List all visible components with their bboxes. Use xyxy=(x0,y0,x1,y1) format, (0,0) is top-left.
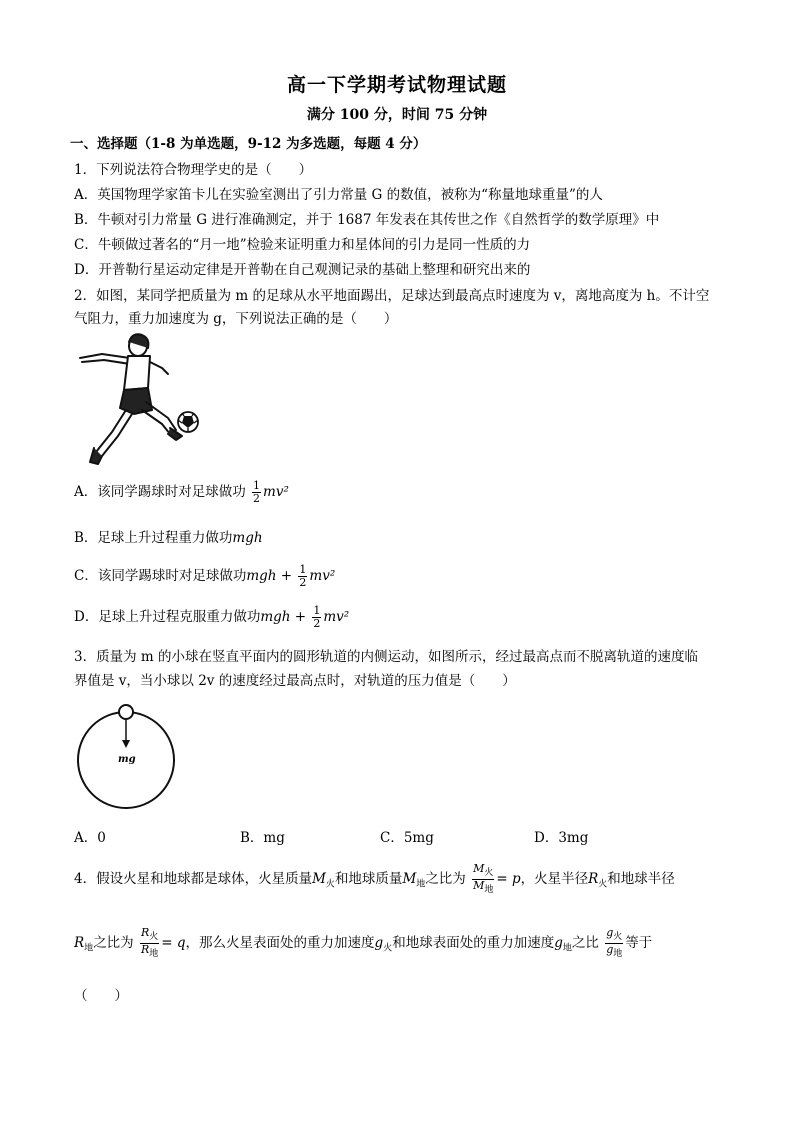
gravity-ratio-fraction: $\frac{g_火}{g_地}$ xyxy=(606,925,623,960)
q3-stem-line2: 界值是 v，当小球以 2v 的速度经过最高点时，对轨道的压力值是（ ） xyxy=(74,673,516,689)
q1-option-c: C．牛顿做过著名的“月一地”检验来证明重力和星体间的引力是同一性质的力 xyxy=(74,237,531,253)
q1-option-d: D．开普勒行星运动定律是开普勒在自己观测记录的基础上整理和研究出来的 xyxy=(74,262,531,278)
q2-option-d: D．足球上升过程克服重力做功mgh + $\frac{1}{2}$ mv² xyxy=(74,604,350,630)
q3-stem-line1: 3．质量为 m 的小球在竖直平面内的圆形轨道的内侧运动，如图所示，经过最高点而不脱离轨道的速度临 xyxy=(74,649,698,665)
mass-ratio-fraction: $\frac{M_火}{M_地}$ xyxy=(473,861,494,896)
circular-track-figure xyxy=(74,700,178,812)
q2-option-c: C．该同学踢球时对足球做功mgh + $\frac{1}{2}$ mv² xyxy=(74,563,336,589)
football-player-figure xyxy=(72,328,204,470)
q2-stem-line1: 2．如图，某同学把质量为 m 的足球从水平地面踢出，足球达到最高点时速度为 v，离地高度为 h。不计空 xyxy=(74,288,710,304)
q2-option-a: A．该同学踢球时对足球做功 $\frac{1}{2}$ mv² xyxy=(74,479,289,505)
radius-ratio-fraction: $\frac{R_火}{R_地}$ xyxy=(140,925,159,960)
q3-option-c: C．5mg xyxy=(380,830,434,846)
q3-option-d: D．3mg xyxy=(534,830,589,846)
q1-option-b: B．牛顿对引力常量 G 进行准确测定，并于 1687 年发表在其传世之作《自然哲学的数学原理》中 xyxy=(74,212,660,228)
page-subtitle: 满分 100 分，时间 75 分钟 xyxy=(306,107,488,123)
q4-line2: $R_地$之比为 $\frac{R_火}{R_地}$ = q，那么火星表面处的重力加速度$g_火$和地球表面处的重力加速度$g_地$之比 $\frac{g_火}{g_地}$ 等于 xyxy=(74,925,653,960)
mg-label: mg xyxy=(118,754,136,765)
q1-stem: 1．下列说法符合物理学史的是（ ） xyxy=(74,162,313,178)
q4-line1: 4．假设火星和地球都是球体，火星质量$M_火$和地球质量$M_地$之比为 $\frac{M_火}{M_地}$ = p，火星半径$R_火$和地球半径 xyxy=(74,861,675,896)
q4-answer-blank: （ ） xyxy=(74,988,128,1004)
q3-option-b: B．mg xyxy=(240,830,285,846)
page-title: 高一下学期考试物理试题 xyxy=(286,74,507,96)
q1-option-a: A．英国物理学家笛卡儿在实验室测出了引力常量 G 的数值，被称为“称量地球重量”的人 xyxy=(74,187,603,203)
q2-option-b: B．足球上升过程重力做功mgh xyxy=(74,530,263,546)
q3-option-a: A．0 xyxy=(74,830,106,846)
fraction-half: $\frac{1}{2}$ xyxy=(253,479,261,505)
q2-stem-line2: 气阻力，重力加速度为 g，下列说法正确的是（ ） xyxy=(74,311,398,327)
section-heading: 一、选择题（1-8 为单选题，9-12 为多选题，每题 4 分） xyxy=(70,136,427,152)
